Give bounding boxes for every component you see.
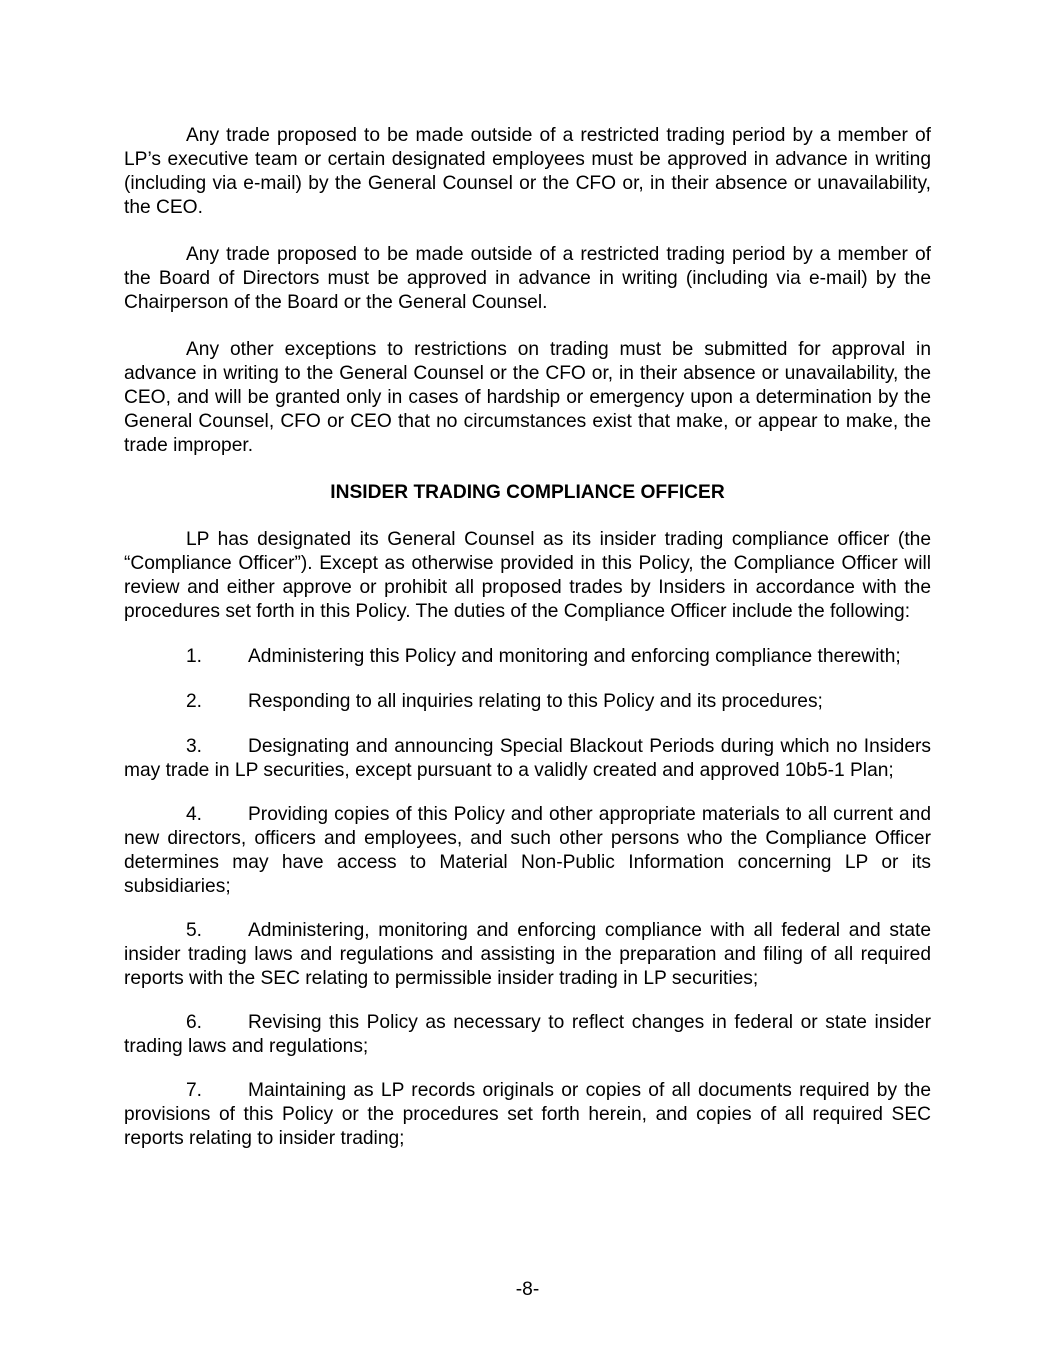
duty-number: 6. (186, 1012, 203, 1033)
paragraph-board-trade-approval: Any trade proposed to be made outside of a restricted trading period by a member of the Board of Directors must be approved in advance in writing (including via e-mail) by the Chairperson of the Board or the General Counsel. (124, 244, 931, 313)
duty-item (124, 1079, 931, 1151)
duty-item (124, 803, 931, 899)
paragraph-other-exceptions: Any other exceptions to restrictions on trading must be submitted for approval in advance in writing to the General Counsel or the CFO or, in their absence or unavailability, the CEO, and will be granted only in cases of hardship or emergency upon a determination by the General Counsel, CFO or CEO that no circumstances exist that make, or appear to make, the trade improper. (124, 339, 931, 456)
duty-text: Revising this Policy as necessary to reflect changes in federal or state insider trading laws and regulations; (124, 1012, 931, 1057)
duty-number: 5. (186, 920, 203, 941)
section-heading: INSIDER TRADING COMPLIANCE OFFICER (330, 482, 725, 503)
duty-number: 2. (186, 691, 203, 712)
paragraph-executive-trade-approval: Any trade proposed to be made outside of a restricted trading period by a member of LP’s executive team or certain designated employees must be approved in advance in writing (including via e-mail) by the General Counsel or the CFO or, in their absence or unavailability, the CEO. (124, 125, 931, 218)
page-number: -8- (515, 1279, 540, 1300)
duty-number: 7. (186, 1080, 203, 1101)
duty-text: Providing copies of this Policy and other appropriate materials to all current and new directors, officers and employees, and such other persons who the Compliance Officer determines may have access to Material Non-Public Information concerning LP or its subsidiaries; (124, 804, 931, 897)
document-page (124, 124, 931, 1151)
duty-item (124, 1011, 931, 1059)
duty-number: 1. (186, 646, 203, 667)
duty-number: 4. (186, 804, 203, 825)
duty-text: Designating and announcing Special Blackout Periods during which no Insiders may trade in LP securities, except pursuant to a validly created and approved 10b5-1 Plan; (124, 736, 931, 781)
duty-text: Administering this Policy and monitoring and enforcing compliance therewith; (248, 646, 901, 667)
duty-text: Responding to all inquiries relating to this Policy and its procedures; (248, 691, 823, 712)
duty-item (124, 645, 931, 669)
duty-item (124, 690, 931, 714)
duty-item (124, 919, 931, 991)
duty-text: Maintaining as LP records originals or copies of all documents required by the provisions of this Policy or the procedures set forth herein, and copies of all required SEC reports relating to insider trading; (124, 1080, 931, 1149)
duty-item (124, 735, 931, 783)
duty-number: 3. (186, 736, 203, 757)
paragraph-compliance-officer-intro: LP has designated its General Counsel as its insider trading compliance officer (the “Compliance Officer”). Except as otherwise provided in this Policy, the Compliance Officer will review and either approve or prohibit all proposed trades by Insiders in accordance with the procedures set forth in this Policy. The duties of the Compliance Officer include the following: (124, 529, 931, 622)
duty-text: Administering, monitoring and enforcing compliance with all federal and state insider trading laws and regulations and assisting in the preparation and filing of all required reports with the SEC relating to permissible insider trading in LP securities; (124, 920, 931, 989)
